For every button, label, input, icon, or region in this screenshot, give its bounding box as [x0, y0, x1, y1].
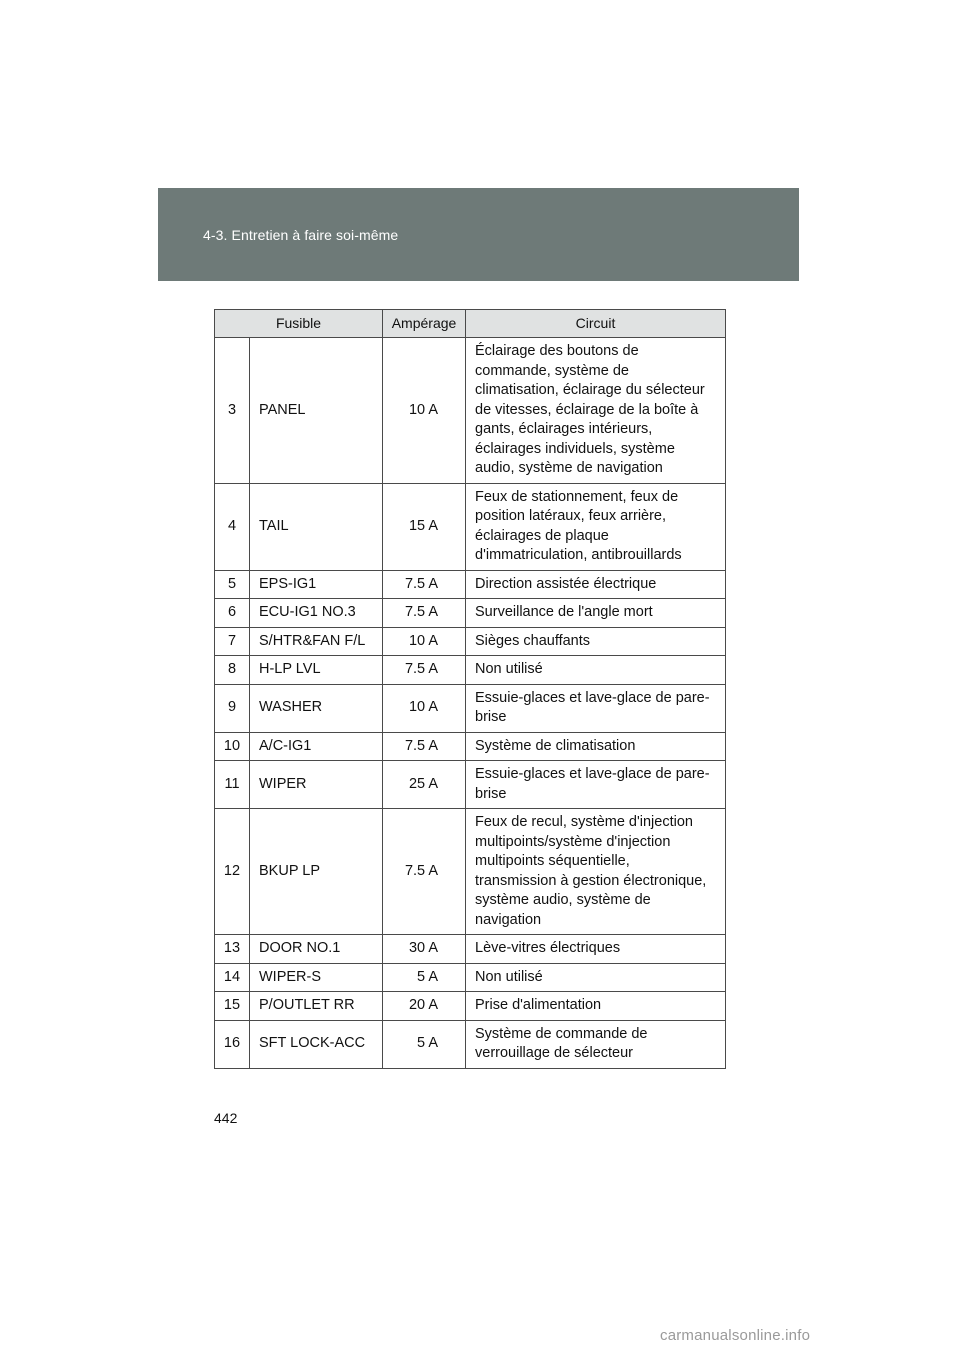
- table-header-row: [215, 310, 726, 338]
- circuit-cell: Éclairage des boutons de commande, système de climatisation, éclairage du sélecteur de vitesses, éclairage de la boîte à gants, éclairages intérieurs, éclairages individuels, système audio, système de navigation: [466, 338, 726, 484]
- amperage-cell: 25 A: [383, 761, 466, 809]
- table-row: [215, 656, 726, 685]
- table-row: [215, 992, 726, 1021]
- fuse-name-cell: TAIL: [250, 483, 383, 570]
- fuse-name-cell: WIPER-S: [250, 963, 383, 992]
- table-row: [215, 570, 726, 599]
- fuse-name-cell: EPS-IG1: [250, 570, 383, 599]
- fuse-name-cell: A/C-IG1: [250, 732, 383, 761]
- fuse-number-cell: 10: [215, 732, 250, 761]
- amperage-cell: 10 A: [383, 627, 466, 656]
- amperage-cell: 7.5 A: [383, 732, 466, 761]
- table-row: [215, 599, 726, 628]
- table-row: [215, 338, 726, 484]
- circuit-cell: Essuie-glaces et lave-glace de pare-brise: [466, 684, 726, 732]
- amperage-cell: 7.5 A: [383, 599, 466, 628]
- fuse-name-cell: WASHER: [250, 684, 383, 732]
- section-header-band: [158, 188, 799, 281]
- amperage-cell: 10 A: [383, 338, 466, 484]
- amperage-cell: 7.5 A: [383, 656, 466, 685]
- header-fusible: Fusible: [215, 310, 383, 338]
- circuit-cell: Non utilisé: [466, 963, 726, 992]
- fuse-number-cell: 12: [215, 809, 250, 935]
- table-row: [215, 935, 726, 964]
- fuse-name-cell: P/OUTLET RR: [250, 992, 383, 1021]
- table-row: [215, 627, 726, 656]
- circuit-cell: Sièges chauffants: [466, 627, 726, 656]
- amperage-cell: 7.5 A: [383, 570, 466, 599]
- fuse-name-cell: PANEL: [250, 338, 383, 484]
- amperage-cell: 20 A: [383, 992, 466, 1021]
- circuit-cell: Feux de stationnement, feux de position latéraux, feux arrière, éclairages de plaque d'immatriculation, antibrouillards: [466, 483, 726, 570]
- circuit-cell: Système de climatisation: [466, 732, 726, 761]
- amperage-cell: 10 A: [383, 684, 466, 732]
- table-row: [215, 809, 726, 935]
- fuse-name-cell: BKUP LP: [250, 809, 383, 935]
- fuse-number-cell: 14: [215, 963, 250, 992]
- fuse-name-cell: SFT LOCK-ACC: [250, 1020, 383, 1068]
- fuse-number-cell: 4: [215, 483, 250, 570]
- circuit-cell: Essuie-glaces et lave-glace de pare-brise: [466, 761, 726, 809]
- circuit-cell: Direction assistée électrique: [466, 570, 726, 599]
- table-row: [215, 1020, 726, 1068]
- circuit-cell: Feux de recul, système d'injection multipoints/système d'injection multipoints séquentielle, transmission à gestion électronique, système audio, système de navigation: [466, 809, 726, 935]
- circuit-cell: Système de commande de verrouillage de sélecteur: [466, 1020, 726, 1068]
- circuit-cell: Prise d'alimentation: [466, 992, 726, 1021]
- fuse-number-cell: 9: [215, 684, 250, 732]
- header-circuit: Circuit: [466, 310, 726, 338]
- table-row: [215, 483, 726, 570]
- fuse-name-cell: DOOR NO.1: [250, 935, 383, 964]
- fuse-name-cell: H-LP LVL: [250, 656, 383, 685]
- fuse-name-cell: WIPER: [250, 761, 383, 809]
- fuse-number-cell: 6: [215, 599, 250, 628]
- table-row: [215, 684, 726, 732]
- fuse-table: [214, 309, 726, 1069]
- circuit-cell: Surveillance de l'angle mort: [466, 599, 726, 628]
- page-number: 442: [214, 1110, 238, 1126]
- amperage-cell: 7.5 A: [383, 809, 466, 935]
- fuse-number-cell: 13: [215, 935, 250, 964]
- fuse-number-cell: 16: [215, 1020, 250, 1068]
- table-body: [215, 338, 726, 1069]
- fuse-number-cell: 3: [215, 338, 250, 484]
- amperage-cell: 5 A: [383, 963, 466, 992]
- fuse-name-cell: ECU-IG1 NO.3: [250, 599, 383, 628]
- table-row: [215, 963, 726, 992]
- fuse-number-cell: 8: [215, 656, 250, 685]
- table-row: [215, 761, 726, 809]
- fuse-number-cell: 7: [215, 627, 250, 656]
- fuse-number-cell: 11: [215, 761, 250, 809]
- table-row: [215, 732, 726, 761]
- watermark: carmanualsonline.info: [660, 1327, 811, 1344]
- circuit-cell: Lève-vitres électriques: [466, 935, 726, 964]
- amperage-cell: 30 A: [383, 935, 466, 964]
- amperage-cell: 15 A: [383, 483, 466, 570]
- fuse-number-cell: 15: [215, 992, 250, 1021]
- section-title: 4-3. Entretien à faire soi-même: [203, 227, 399, 243]
- amperage-cell: 5 A: [383, 1020, 466, 1068]
- fuse-number-cell: 5: [215, 570, 250, 599]
- circuit-cell: Non utilisé: [466, 656, 726, 685]
- header-amperage: Ampérage: [383, 310, 466, 338]
- fuse-name-cell: S/HTR&FAN F/L: [250, 627, 383, 656]
